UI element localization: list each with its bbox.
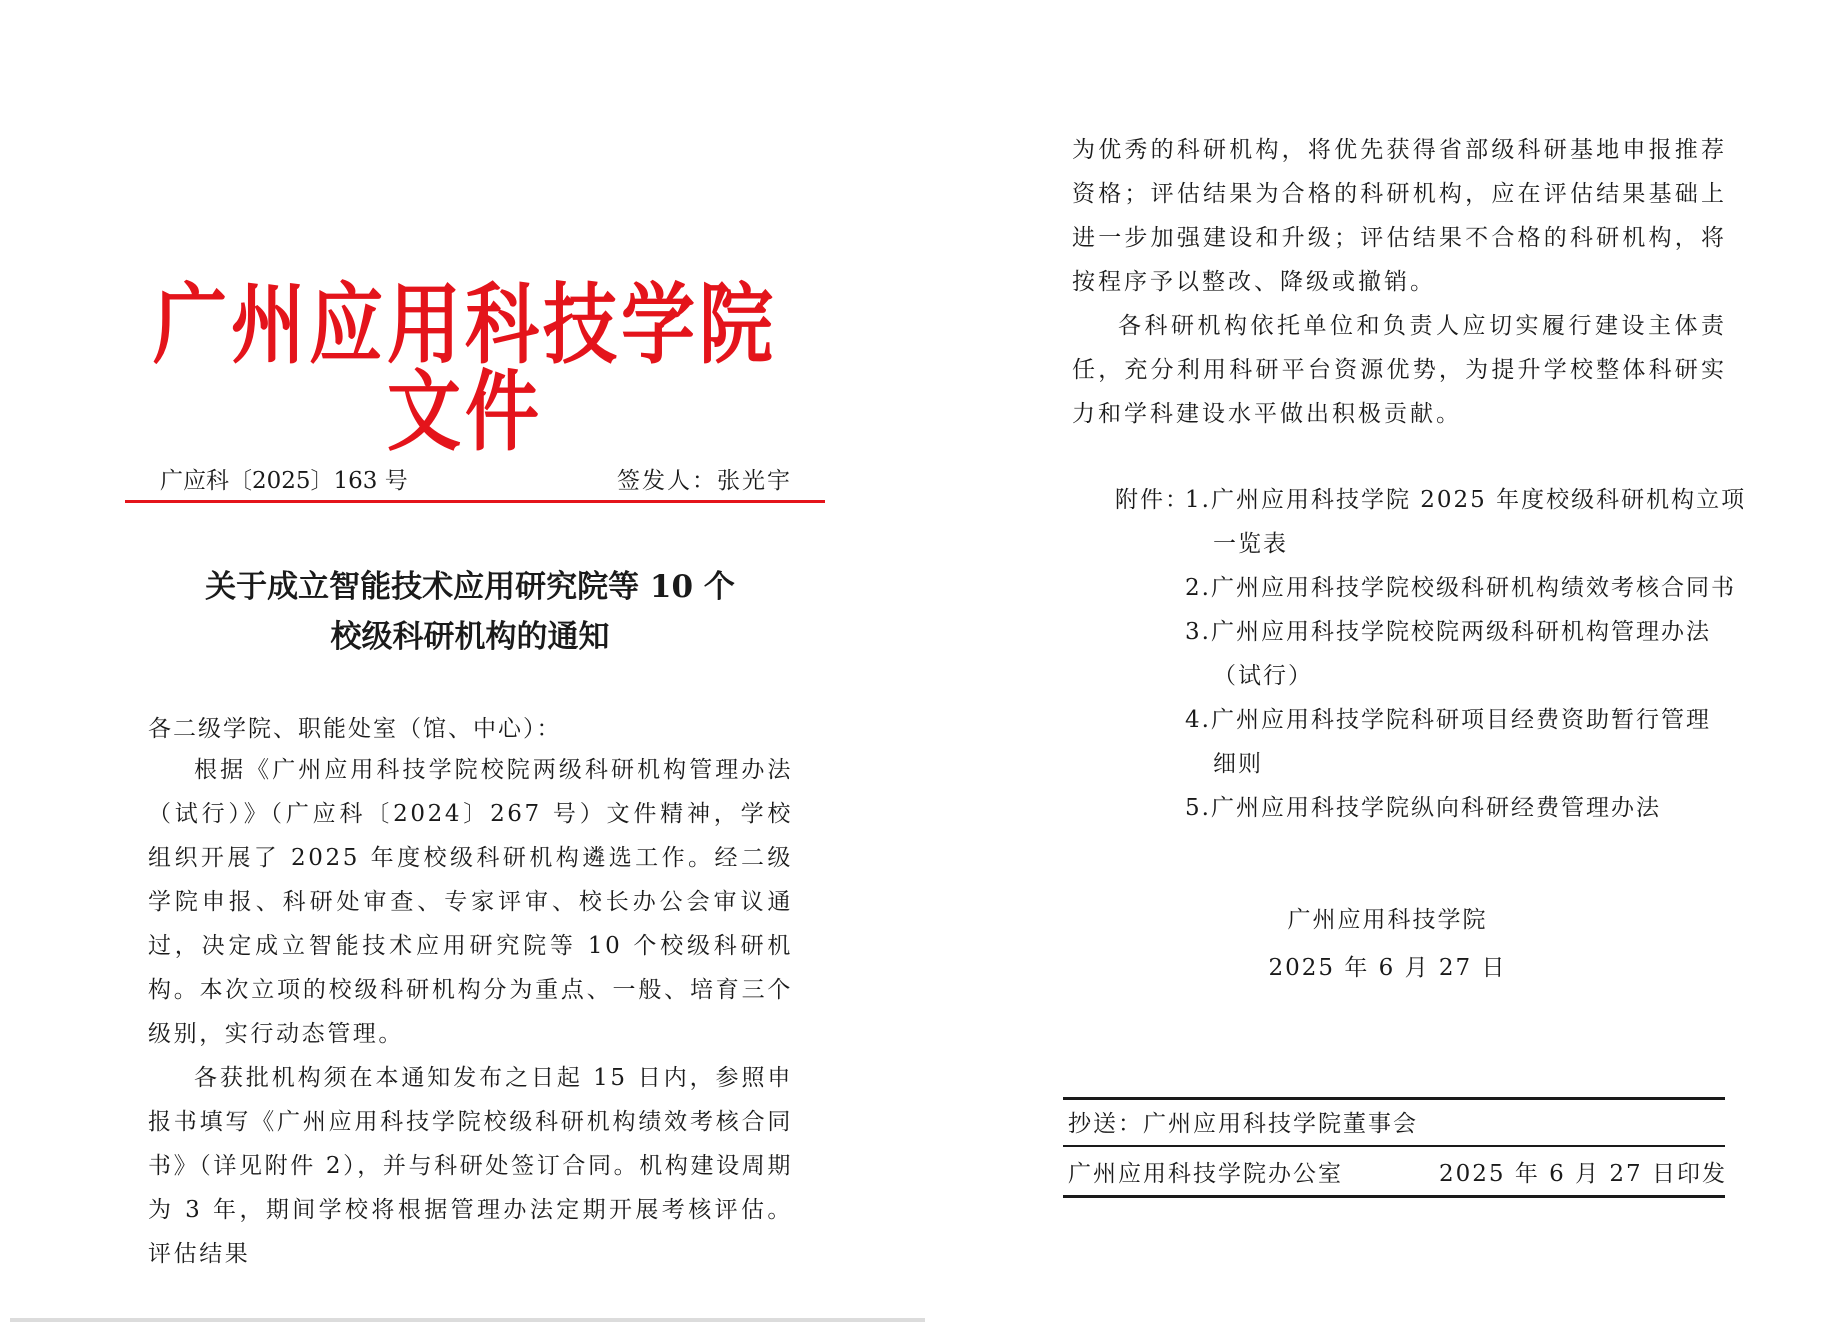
document-signer: 签发人：张光宇 [617,468,792,494]
paragraph-3: 各科研机构依托单位和负责人应切实履行建设主体责任，充分利用科研平台资源优势，为提升学校整体科研实力和学科建设水平做出积极贡献。 [1072,313,1727,427]
attachments-label: 附件： [1115,487,1190,513]
issuing-office: 广州应用科技学院办公室 [1068,1161,1343,1187]
attachment-item [1115,698,1755,786]
attachment-item [1115,478,1755,566]
attachment-line: 4.广州应用科技学院科研项目经费资助暂行管理 [1185,707,1711,733]
attachment-line: 2.广州应用科技学院校级科研机构绩效考核合同书 [1185,575,1736,601]
footer-top-rule [1063,1097,1725,1100]
notice-body-right [1072,128,1727,436]
document-header-title: 广州应用科技学院文件 [153,274,777,464]
signature-org: 广州应用科技学院 [1287,907,1488,933]
paragraph-2-continued: 为优秀的科研机构，将优先获得省部级科研基地申报推荐资格；评估结果为合格的科研机构，应在评估结果基础上进一步加强建设和升级；评估结果不合格的科研机构，将按程序予以整改、降级或撤销。 [1072,137,1727,295]
signature-date: 2025 年 6 月 27 日 [1268,955,1507,981]
attachment-line-wrap: 一览表 [1213,531,1288,557]
attachment-line: 3.广州应用科技学院校院两级科研机构管理办法 [1185,619,1711,645]
attachments-list [1115,478,1755,830]
right-page [930,0,1845,1324]
notice-title-line1: 关于成立智能技术应用研究院等 10 个 [205,569,735,605]
attachment-line: 5.广州应用科技学院纵向科研经费管理办法 [1185,795,1661,821]
print-date: 2025 年 6 月 27 日印发 [1439,1161,1727,1187]
signature-block [1230,896,1545,992]
attachment-line-wrap: 细则 [1213,751,1263,777]
attachment-item [1115,786,1755,830]
paragraph-1: 根据《广州应用科技学院校院两级科研机构管理办法（试行）》（广应科〔2024〕267 号）文件精神，学校组织开展了 2025 年度校级科研机构遴选工作。经二级学院申报、科研处审查、专家评审、校长办公会审议通过，决定成立智能技术应用研究院等 10 个校级科研机构。本次立项的校级科研机构分为重点、一般、培育三个级别，实行动态管理。 [148,757,793,1047]
attachment-item [1115,566,1755,610]
paragraph-2: 各获批机构须在本通知发布之日起 15 日内，参照申报书填写《广州应用科技学院校级科研机构绩效考核合同书》（详见附件 2），并与科研处签订合同。机构建设周期为 3 年，期间学校将根据管理办法定期开展考核评估。评估结果 [148,1065,793,1267]
page-edge-shadow [10,1318,925,1322]
attachment-item [1115,610,1755,698]
notice-title-line2: 校级科研机构的通知 [330,619,610,655]
attachment-line: 1.广州应用科技学院 2025 年度校级科研机构立项 [1185,487,1747,513]
cc-recipients: 抄送：广州应用科技学院董事会 [1068,1111,1418,1137]
attachment-line-wrap: （试行） [1213,663,1313,689]
footer-bottom-rule [1063,1195,1725,1198]
notice-title [130,562,810,662]
red-divider [125,500,825,503]
salutation: 各二级学院、职能处室（馆、中心）： [148,716,562,742]
footer-middle-rule [1063,1145,1725,1147]
document-number: 广应科〔2025〕163 号 [160,468,408,494]
notice-body-left [148,748,793,1276]
